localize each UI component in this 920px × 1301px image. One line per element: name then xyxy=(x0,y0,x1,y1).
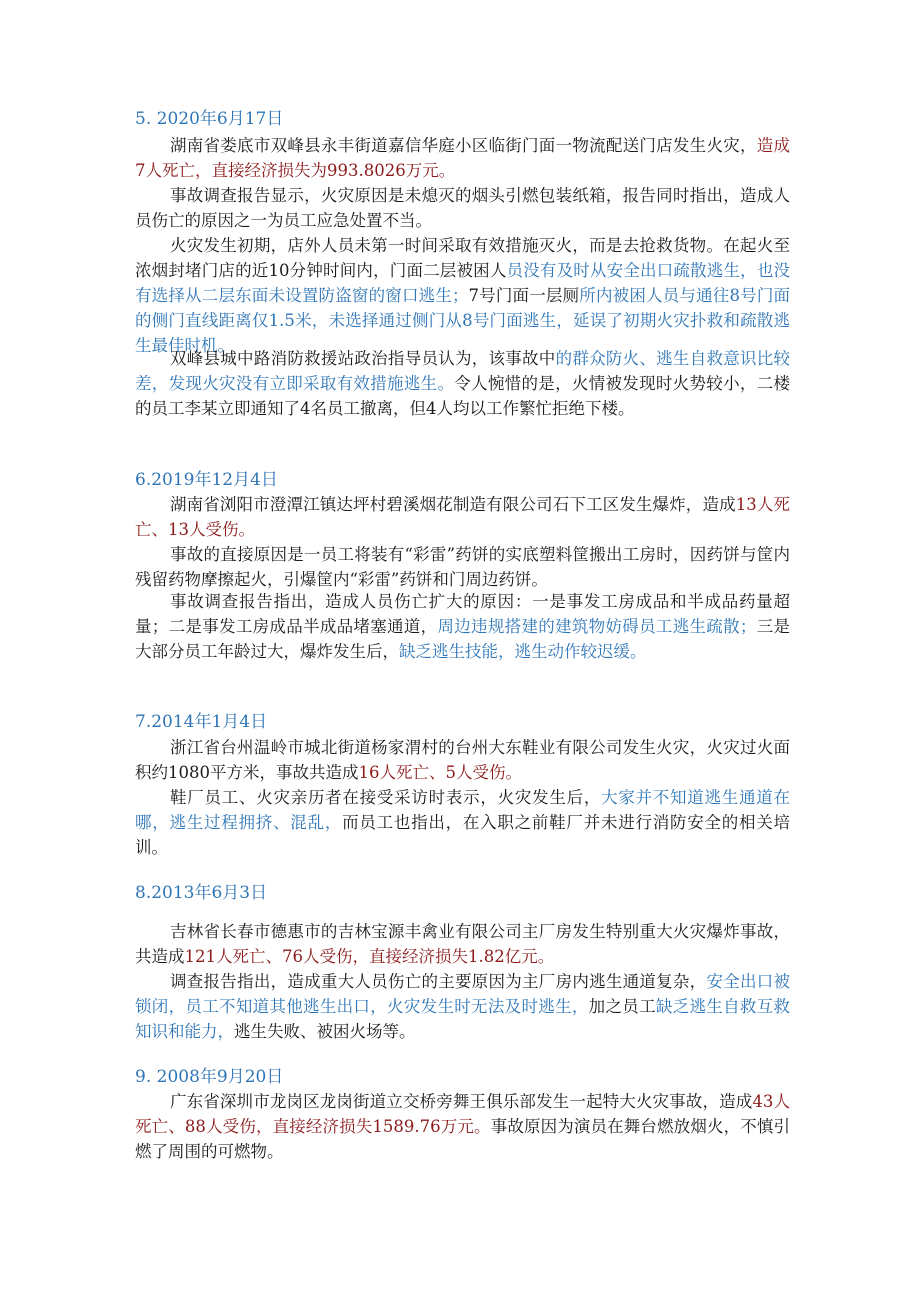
text-segment: 三是大部分员工年龄过大，爆炸发生后， xyxy=(135,617,791,661)
highlight-cause: 安全出口被锁闭，员工不知道其他逃生出口，火灾发生时无法及时逃生， xyxy=(135,972,791,1016)
section-heading-9: 9. 2008年9月20日 xyxy=(135,1067,284,1087)
paragraph xyxy=(135,969,790,1044)
text-segment: 事故原因为演员在舞台燃放烟火，不慎引燃了周围的可燃物。 xyxy=(135,1117,791,1161)
paragraph xyxy=(135,1089,790,1164)
highlight-casualties: 造成7人死亡，直接经济损失为993.8026万元。 xyxy=(135,136,791,180)
text-segment: 事故调查报告显示，火灾原因是未熄灭的烟头引燃包装纸箱，报告同时指出，造成人员伤亡的原因之一为员工应急处置不当。 xyxy=(135,186,790,230)
text-segment: 广东省深圳市龙岗区龙岗街道立交桥旁舞王俱乐部发生一起特大火灾事故，造成 xyxy=(170,1092,753,1111)
text-segment: 事故调查报告指出，造成人员伤亡扩大的原因：一是事发工房成品和半成品药量超量；二是事发工房成品半成品堵塞通道， xyxy=(135,592,790,636)
text-segment: 湖南省娄底市双峰县永丰街道嘉信华庭小区临街门面一物流配送门店发生火灾， xyxy=(170,136,757,155)
highlight-casualties: 121人死亡、76人受伤，直接经济损失1.82亿元。 xyxy=(184,947,555,966)
section-heading-6: 6.2019年12月4日 xyxy=(135,470,278,490)
paragraph xyxy=(135,133,790,183)
paragraph xyxy=(135,233,790,358)
text-segment: 调查报告指出，造成重大人员伤亡的主要原因为主厂房内逃生通道复杂， xyxy=(170,972,707,991)
highlight-cause: 员没有及时从安全出口疏散逃生，也没有选择从二层东面未设置防盗窗的窗口逃生； xyxy=(135,261,791,305)
paragraph xyxy=(135,785,790,860)
paragraph xyxy=(135,542,790,592)
text-segment: 鞋厂员工、火灾亲历者在接受采访时表示，火灾发生后， xyxy=(170,788,602,807)
text-segment: 7号门面一层厕 xyxy=(468,286,580,305)
highlight-casualties: 13人死亡、13人受伤。 xyxy=(135,495,791,539)
highlight-cause: 缺乏逃生技能，逃生动作较迟缓。 xyxy=(399,642,647,661)
highlight-cause: 所内被困人员与通往8号门面的侧门直线距离仅1.5米，未选择通过侧门从8号门面逃生，延误了初期火灾扑救和疏散逃生最佳时机。 xyxy=(135,286,791,355)
text-segment: 火灾发生初期，店外人员未第一时间采取有效措施灭火，而是去抢救货物。在起火至浓烟封堵门店的近10分钟时间内，门面二层被困人 xyxy=(135,236,790,280)
highlight-casualties: 16人死亡、5人受伤。 xyxy=(358,763,522,782)
highlight-cause: 缺乏逃生自救互救知识和能力， xyxy=(135,997,791,1041)
text-segment: 浙江省台州温岭市城北街道杨家渭村的台州大东鞋业有限公司发生火灾，火灾过火面积约1080平方米，事故共造成 xyxy=(135,738,790,782)
paragraph xyxy=(135,492,790,542)
text-segment: 逃生失败、被困火场等。 xyxy=(234,1022,416,1041)
paragraph xyxy=(135,183,790,233)
text-segment: 湖南省浏阳市澄潭江镇达坪村碧溪烟花制造有限公司石下工区发生爆炸，造成 xyxy=(170,495,736,514)
text-segment: 双峰县城中路消防救援站政治指导员认为，该事故中 xyxy=(170,349,556,368)
paragraph xyxy=(135,919,790,969)
highlight-cause: 周边违规搭建的建筑物妨碍员工逃生疏散； xyxy=(437,617,757,636)
section-heading-5: 5. 2020年6月17日 xyxy=(135,109,284,129)
paragraph xyxy=(135,735,790,785)
highlight-cause: 大家并不知道逃生通道在哪，逃生过程拥挤、混乱， xyxy=(135,788,791,832)
section-heading-7: 7.2014年1月4日 xyxy=(135,712,268,732)
highlight-cause: 的群众防火、逃生自救意识比较差，发现火灾没有立即采取有效措施逃生。 xyxy=(135,349,791,393)
section-heading-8: 8.2013年6月3日 xyxy=(135,883,268,903)
text-segment: 而员工也指出，在入职之前鞋厂并未进行消防安全的相关培训。 xyxy=(135,813,791,857)
text-segment: 事故的直接原因是一员工将装有“彩雷”药饼的实底塑料筐搬出工房时，因药饼与筐内残留药物摩擦起火，引爆筐内“彩雷”药饼和门周边药饼。 xyxy=(135,545,790,589)
text-segment: 加之员工 xyxy=(588,997,656,1016)
highlight-casualties: 43人死亡、88人受伤，直接经济损失1589.76万元。 xyxy=(135,1092,791,1136)
paragraph xyxy=(135,589,790,664)
text-segment: 吉林省长春市德惠市的吉林宝源丰禽业有限公司主厂房发生特别重大火灾爆炸事故，共造成 xyxy=(135,922,790,966)
text-segment: 令人惋惜的是，火情被发现时火势较小，二楼的员工李某立即通知了4名员工撤离，但4人均以工作繁忙拒绝下楼。 xyxy=(135,374,791,418)
paragraph xyxy=(135,346,790,421)
